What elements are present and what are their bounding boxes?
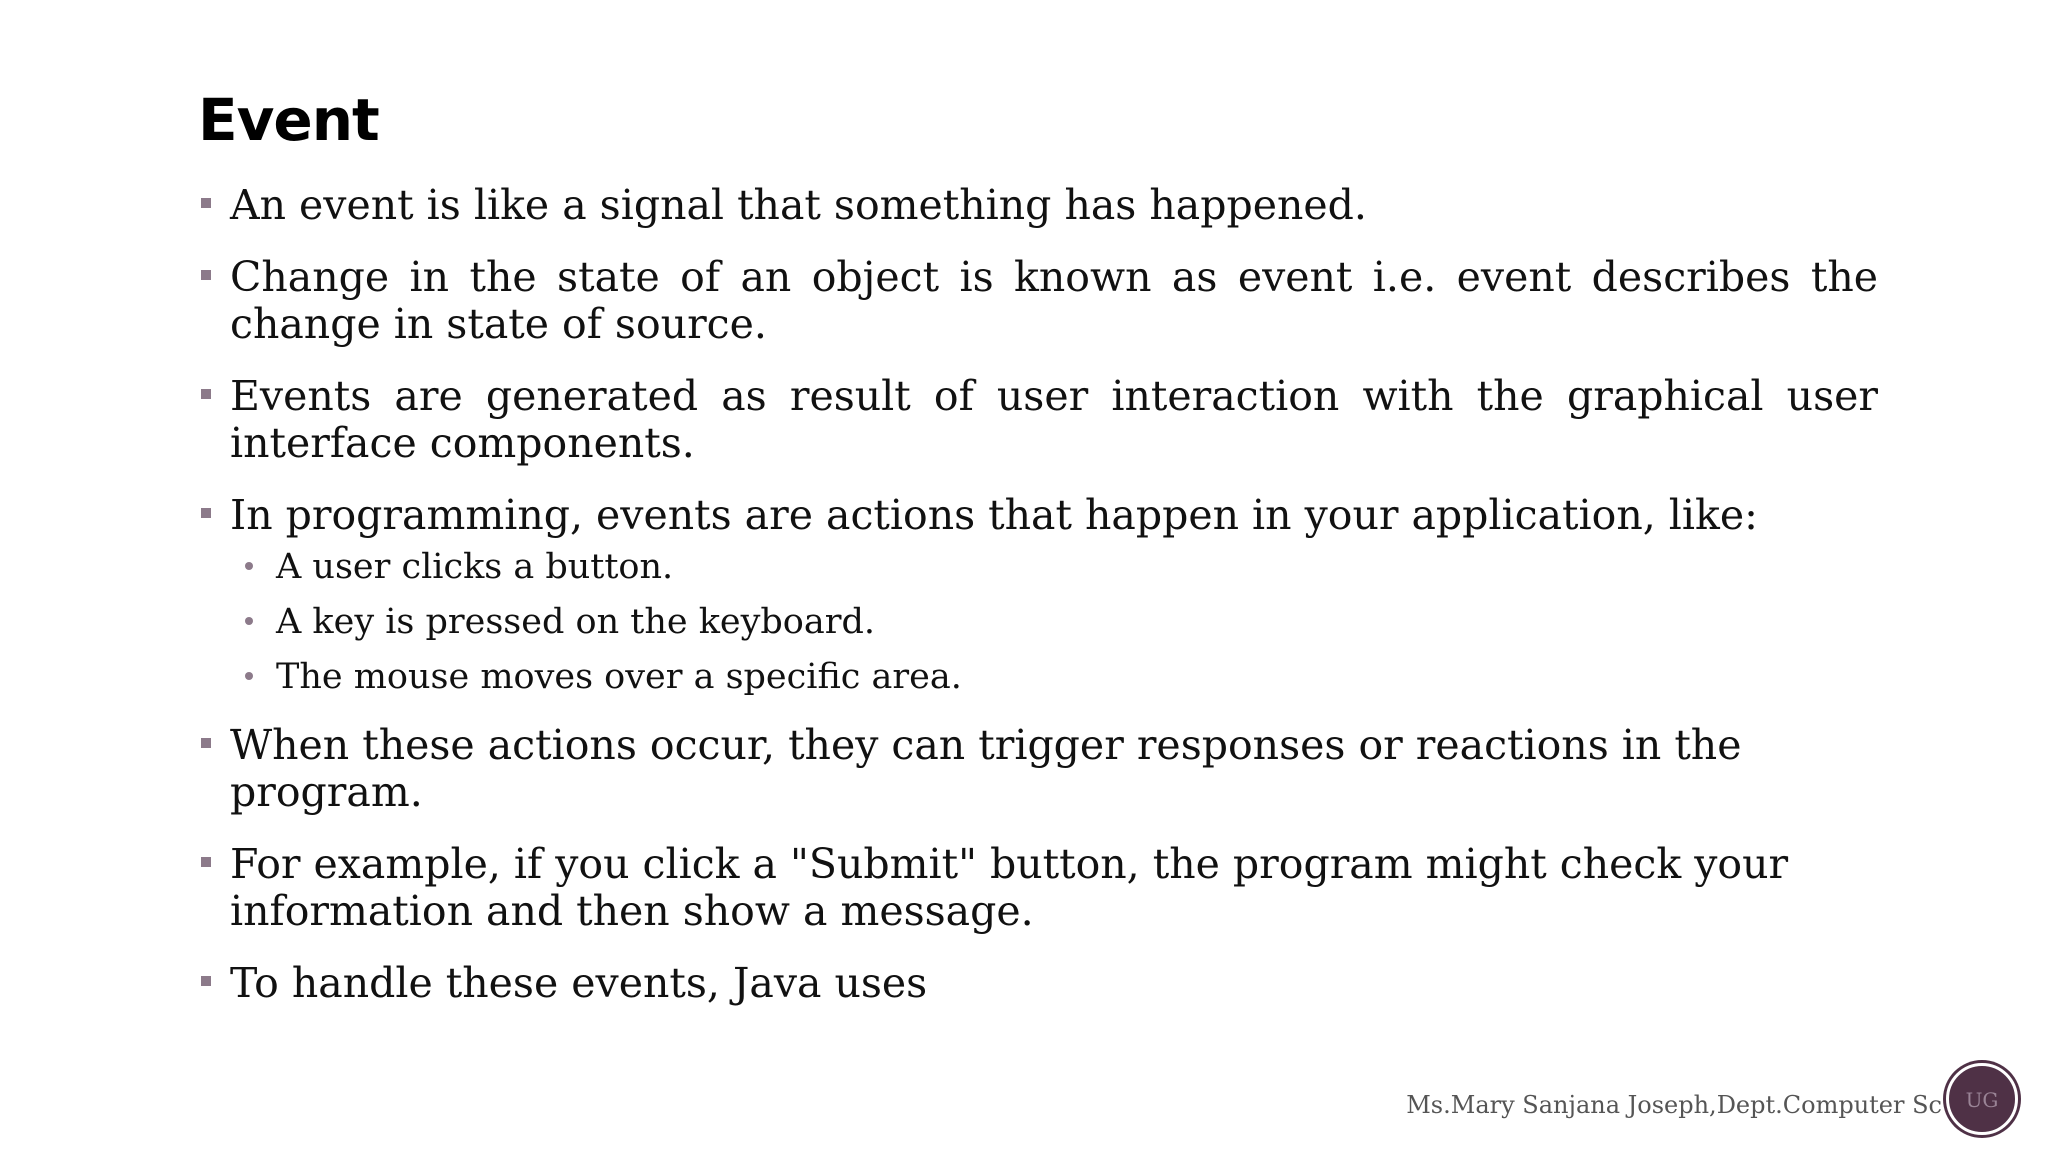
- round-bullet-icon: [245, 617, 253, 625]
- sub-bullet-item: [230, 547, 1878, 587]
- sub-bullet-list: [230, 547, 1878, 697]
- round-bullet-icon: [245, 562, 253, 570]
- square-bullet-icon: [201, 857, 211, 867]
- bullet-text: When these actions occur, they can trigger responses or reactions in the program.: [230, 721, 1742, 816]
- bullet-item: [198, 841, 1878, 935]
- bullet-text: An event is like a signal that something has happened.: [230, 181, 1367, 229]
- sub-bullet-text: A key is pressed on the keyboard.: [276, 602, 875, 642]
- bullet-text: Events are generated as result of user interaction with the graphical user interface components.: [230, 372, 1878, 467]
- bullet-item: [198, 373, 1878, 467]
- bullet-text: To handle these events, Java uses: [230, 959, 928, 1007]
- sub-bullet-item: [230, 657, 1878, 697]
- sub-bullet-item: [230, 602, 1878, 642]
- slide-body: [198, 182, 1878, 1032]
- sub-bullet-text: A user clicks a button.: [276, 547, 674, 587]
- square-bullet-icon: [201, 270, 211, 280]
- square-bullet-icon: [201, 508, 211, 518]
- bullet-text: In programming, events are actions that happen in your application, like:: [230, 491, 1758, 539]
- bullet-item: [198, 182, 1878, 229]
- square-bullet-icon: [201, 198, 211, 208]
- square-bullet-icon: [201, 976, 211, 986]
- footer-author: Ms.Mary Sanjana Joseph,Dept.Computer Sc: [1406, 1091, 1942, 1119]
- bullet-item: [198, 722, 1878, 816]
- bullet-text: Change in the state of an object is known as event i.e. event describes the change in state of source.: [230, 253, 1878, 348]
- slide-title: Event: [198, 86, 379, 154]
- sub-bullet-text: The mouse moves over a specific area.: [276, 657, 962, 697]
- square-bullet-icon: [201, 389, 211, 399]
- badge-text: UG: [1965, 1088, 1999, 1112]
- bullet-item: [198, 254, 1878, 348]
- bullet-item: [198, 492, 1878, 697]
- round-bullet-icon: [245, 672, 253, 680]
- bullet-item: [198, 960, 1878, 1007]
- bullet-text: For example, if you click a "Submit" button, the program might check your information and then show a message.: [230, 840, 1789, 935]
- square-bullet-icon: [201, 738, 211, 748]
